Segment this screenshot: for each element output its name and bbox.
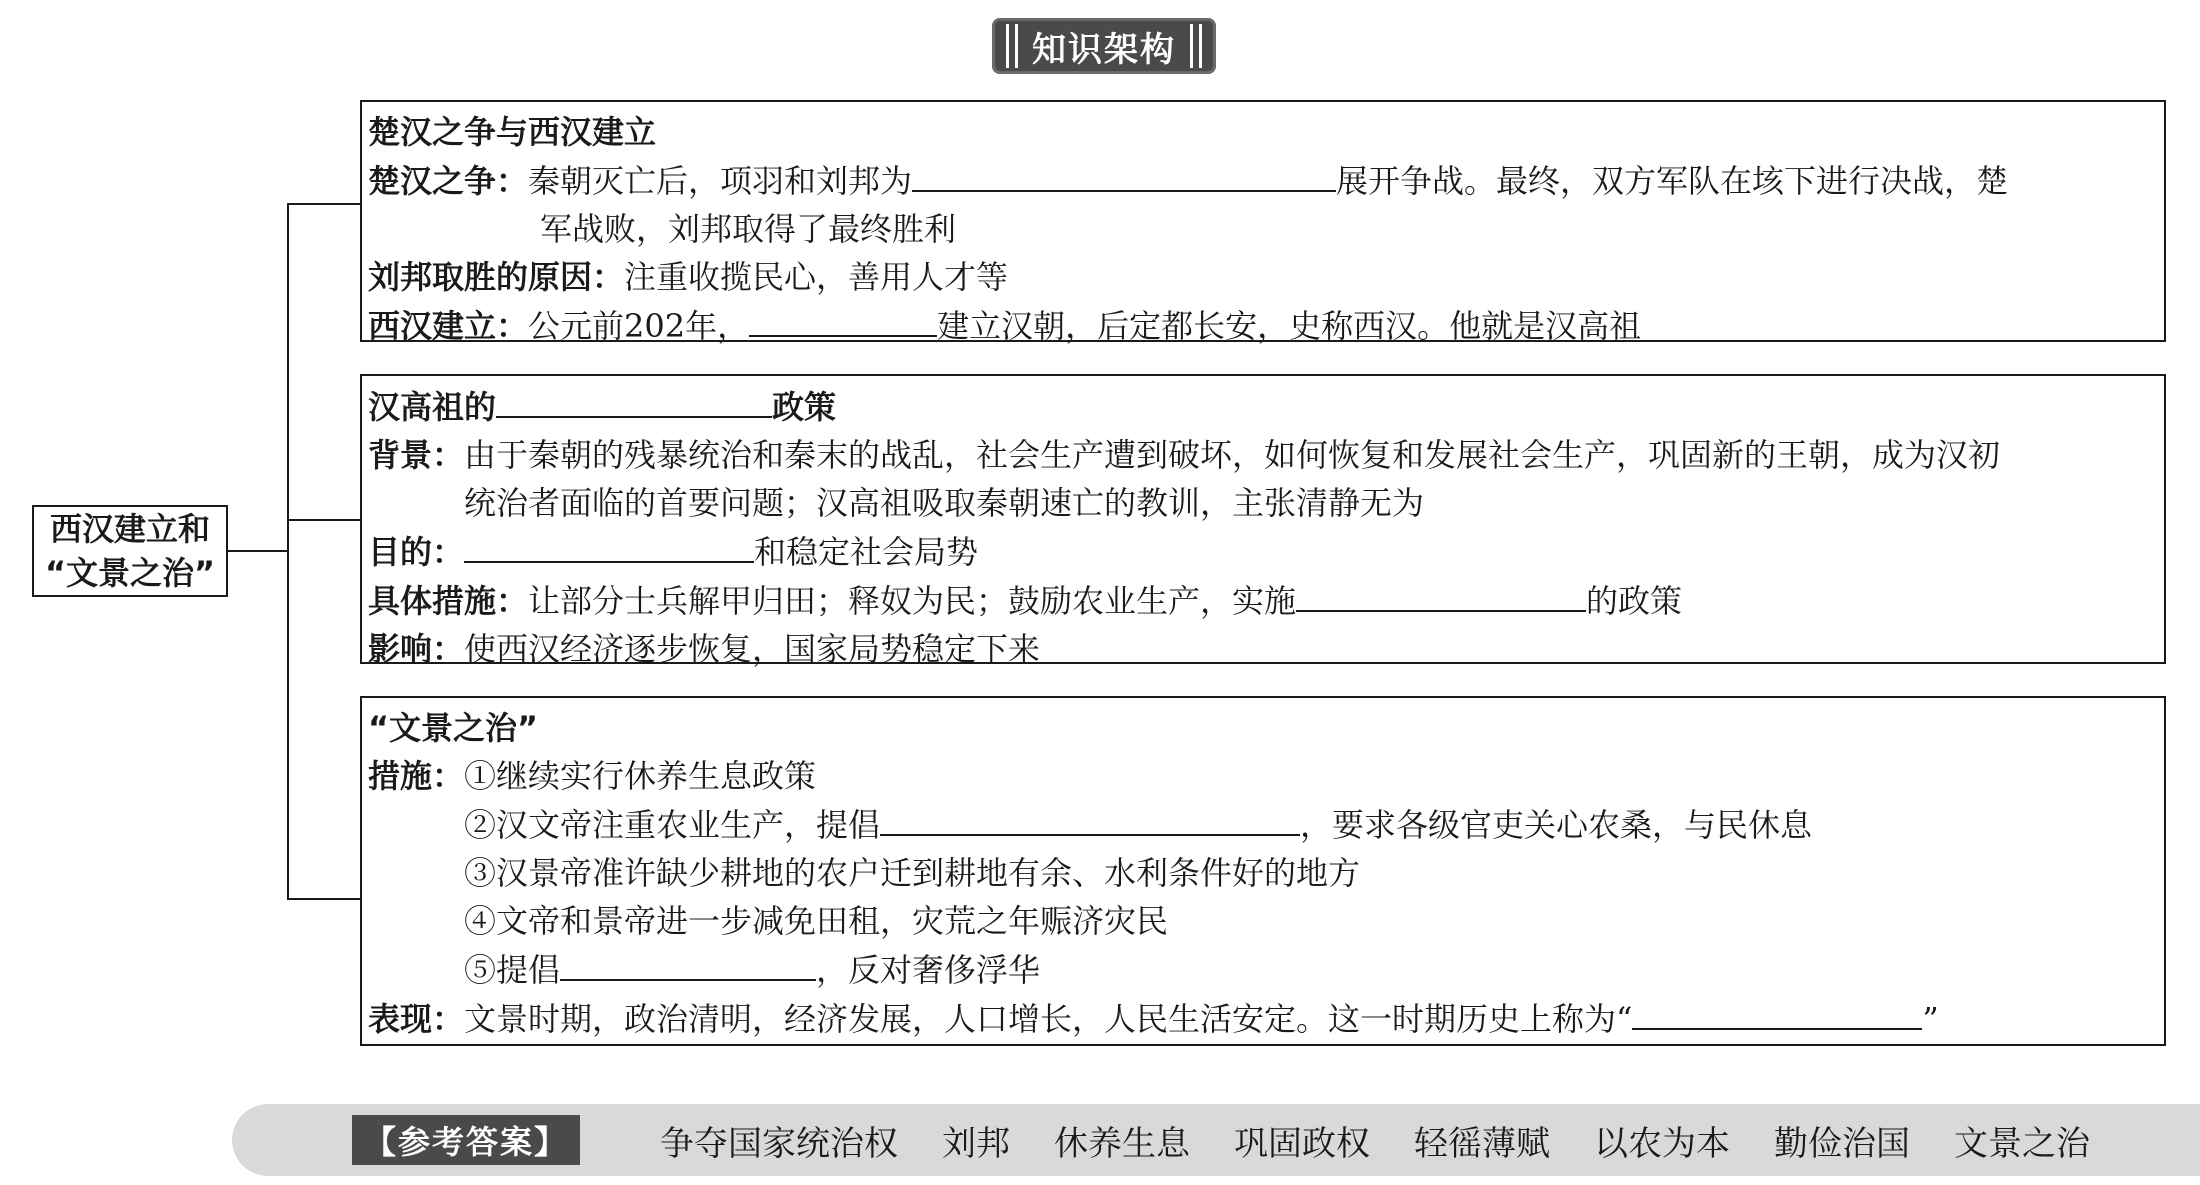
- box2-r4-text: 使西汉经济逐步恢复，国家局势稳定下来: [464, 630, 1041, 668]
- root-node: [32, 505, 228, 597]
- box3-r1-label: 措施：: [368, 757, 465, 795]
- connector-branch-3: [287, 898, 360, 900]
- box1-r3-text-a: 公元前202年，: [528, 307, 750, 345]
- answer-item: 争夺国家统治权: [660, 1123, 899, 1164]
- blank-6[interactable]: [880, 800, 1300, 836]
- box2-title-b: 政策: [772, 388, 837, 426]
- box3-r1-text: ①继续实行休养生息政策: [464, 757, 817, 795]
- answer-item: 文景之治: [1954, 1123, 2091, 1164]
- box3-r6-label: 表现：: [368, 1000, 465, 1038]
- connector-vertical: [287, 203, 289, 900]
- box2-r3-text-a: 让部分士兵解甲归田；释奴为民；鼓励农业生产，实施: [528, 582, 1297, 620]
- box1-r1-continuation: 军战败，刘邦取得了最终胜利: [540, 210, 957, 248]
- answers-label: 【参考答案】: [352, 1115, 580, 1165]
- box3-row-4: ④文帝和景帝进一步减免田租，灾荒之年赈济灾民: [464, 902, 1169, 940]
- box1-r2-label: 刘邦取胜的原因：: [368, 258, 625, 296]
- root-line-1: 西汉建立和: [49, 510, 210, 548]
- box1-title: 楚汉之争与西汉建立: [368, 113, 657, 151]
- box-chu-han-war: [360, 100, 2166, 345]
- connector-branch-1: [287, 203, 360, 205]
- answer-item: 刘邦: [942, 1123, 1011, 1164]
- box3-r5-text-a: ⑤提倡: [464, 951, 561, 989]
- box3-r5-text-b: ，反对奢侈浮华: [816, 951, 1041, 989]
- box1-r3-label: 西汉建立：: [368, 307, 529, 345]
- box1-row-2: [368, 253, 2158, 301]
- blank-5[interactable]: [1296, 576, 1586, 612]
- box3-r2-text-b: ，要求各级官吏关心农桑，与民休息: [1300, 806, 1813, 844]
- box3-title: “文景之治”: [368, 709, 539, 747]
- box1-row-3: [368, 301, 2158, 350]
- blank-8[interactable]: [1632, 994, 1922, 1030]
- blank-2[interactable]: [749, 301, 937, 337]
- box2-r3-text-b: 的政策: [1586, 582, 1683, 620]
- box3-row-1: [368, 752, 2158, 800]
- answer-item: 以农为本: [1594, 1123, 1731, 1164]
- blank-3[interactable]: [496, 382, 772, 418]
- root-line-2: “文景之治”: [44, 554, 216, 592]
- box2-r1-label: 背景：: [368, 436, 465, 474]
- banner-left-ornament: [1006, 24, 1018, 68]
- box3-row-5: [368, 945, 2158, 994]
- box2-r1-continuation: 统治者面临的首要问题；汉高祖吸取秦朝速亡的教训，主张清静无为: [464, 484, 1425, 522]
- answer-item: 勤俭治国: [1774, 1123, 1911, 1164]
- box2-r2-label: 目的：: [368, 533, 465, 571]
- banner-right-ornament: [1190, 24, 1202, 68]
- box2-row-4: [368, 625, 2158, 673]
- box2-r3-label: 具体措施：: [368, 582, 529, 620]
- answer-item: 巩固政权: [1234, 1123, 1371, 1164]
- box1-r1-label: 楚汉之争：: [368, 162, 529, 200]
- answer-item: 轻徭薄赋: [1414, 1123, 1551, 1164]
- box2-r4-label: 影响：: [368, 630, 465, 668]
- box2-r2-text: 和稳定社会局势: [754, 533, 979, 571]
- box2-r1-text: 由于秦朝的残暴统治和秦末的战乱，社会生产遭到破坏，如何恢复和发展社会生产，巩固新的王朝，成为汉初: [464, 436, 2001, 474]
- box3-row-6: [368, 994, 2158, 1043]
- connector-root-stem: [228, 550, 288, 552]
- box3-r6-text-b: ”: [1922, 1000, 1939, 1038]
- box3-row-3: ③汉景帝准许缺少耕地的农户迁到耕地有余、水利条件好的地方: [464, 854, 1361, 892]
- box2-title: [368, 382, 2158, 431]
- box-gaozu-policy: [360, 374, 2166, 668]
- box2-row-2: [368, 527, 2158, 576]
- section-banner: [992, 18, 1216, 74]
- reference-answers-bar: [232, 1104, 2200, 1176]
- box3-r2-text-a: ②汉文帝注重农业生产，提倡: [464, 806, 881, 844]
- box2-title-a: 汉高祖的: [368, 388, 497, 426]
- box1-r1-text-b: 展开争战。最终，双方军队在垓下进行决战，楚: [1336, 162, 2009, 200]
- box2-row-1: [368, 431, 2158, 479]
- box1-r2-text: 注重收揽民心，善用人才等: [624, 258, 1009, 296]
- answer-item: 休养生息: [1054, 1123, 1191, 1164]
- box1-row-1: [368, 156, 2158, 205]
- answers-list: [660, 1116, 2134, 1165]
- box-wenjing-rule: [360, 696, 2166, 1046]
- section-title: 知识架构: [1032, 29, 1176, 70]
- blank-4[interactable]: [464, 527, 754, 563]
- box2-row-3: [368, 576, 2158, 625]
- blank-1[interactable]: [912, 156, 1336, 192]
- blank-7[interactable]: [560, 945, 816, 981]
- connector-branch-2: [287, 519, 360, 521]
- box3-r6-text-a: 文景时期，政治清明，经济发展，人口增长，人民生活安定。这一时期历史上称为“: [464, 1000, 1633, 1038]
- box1-r1-text-a: 秦朝灭亡后，项羽和刘邦为: [528, 162, 913, 200]
- box3-row-2: [368, 800, 2158, 849]
- box1-r3-text-b: 建立汉朝，后定都长安，史称西汉。他就是汉高祖: [937, 307, 1642, 345]
